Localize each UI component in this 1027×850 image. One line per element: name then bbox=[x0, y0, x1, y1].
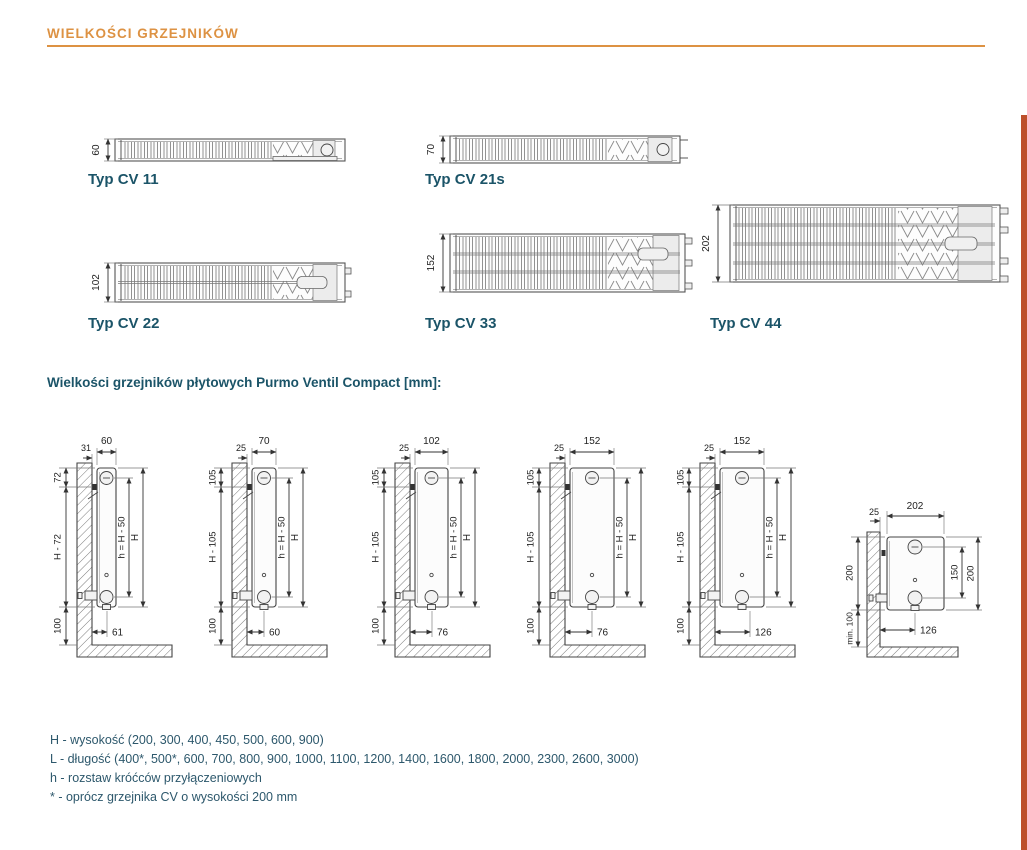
dim-offset: 25 bbox=[868, 507, 880, 517]
dim-bottom: 126 bbox=[755, 627, 772, 639]
side-diagram-cv22 bbox=[371, 436, 491, 657]
dim-middle: H - 105 bbox=[525, 531, 537, 563]
dim-middle: H - 105 bbox=[370, 531, 382, 563]
dim-conn: h = H - 50 bbox=[116, 516, 128, 559]
dim-upper: 105 bbox=[370, 469, 382, 486]
side-diagram-cv11 bbox=[53, 436, 173, 657]
dim-label: 202 bbox=[701, 235, 712, 252]
dim-conn: h = H - 50 bbox=[276, 516, 288, 559]
side-diagram-cv33 bbox=[526, 436, 647, 657]
type-label-cv33: Typ CV 33 bbox=[425, 315, 497, 332]
dim-offset: 25 bbox=[703, 443, 715, 453]
dim-width: 60 bbox=[100, 436, 113, 447]
dim-middle: H - 72 bbox=[52, 534, 64, 560]
dim-offset: 25 bbox=[553, 443, 565, 453]
dim-full: H bbox=[290, 533, 301, 542]
dim-conn: h = H - 50 bbox=[614, 516, 626, 559]
cross-section-cv22 bbox=[91, 263, 351, 302]
dim-upper: 105 bbox=[525, 469, 537, 486]
side-diagram-cv44 bbox=[676, 436, 797, 657]
dim-full: H bbox=[130, 533, 141, 542]
dim-bottom: 126 bbox=[920, 625, 937, 637]
cross-section-cv21s bbox=[426, 136, 688, 163]
dim-full: H bbox=[778, 533, 789, 542]
dim-bottom: 60 bbox=[269, 627, 281, 639]
type-label-cv44: Typ CV 44 bbox=[710, 315, 782, 332]
dim-width: 102 bbox=[423, 436, 440, 447]
legend-height: H - wysokość (200, 300, 400, 450, 500, 600, 900) bbox=[50, 733, 324, 747]
dim-left-upper: 200 bbox=[844, 565, 856, 581]
dim-lower: 100 bbox=[525, 618, 537, 634]
type-label-cv21s: Typ CV 21s bbox=[425, 171, 505, 188]
dim-width: 202 bbox=[906, 501, 924, 512]
dim-conn: h = H - 50 bbox=[764, 516, 776, 559]
dim-lower: 100 bbox=[52, 618, 64, 634]
section-heading: Wielkości grzejników płytowych Purmo Ventil Compact [mm]: bbox=[47, 375, 442, 390]
dim-full: H bbox=[628, 533, 639, 542]
side-diagram-cv21s bbox=[208, 436, 328, 657]
dim-bottom: 76 bbox=[437, 627, 449, 639]
dim-bottom: 76 bbox=[597, 627, 609, 639]
dim-left-lower: min. 100 bbox=[844, 612, 855, 645]
dim-bottom: 61 bbox=[112, 627, 124, 639]
dim-width: 152 bbox=[583, 436, 601, 447]
dim-offset: 25 bbox=[398, 443, 410, 453]
legend-spacing: h - rozstaw króćców przyłączeniowych bbox=[50, 771, 262, 785]
cross-section-cv11 bbox=[91, 139, 345, 161]
cross-section-cv44 bbox=[701, 205, 1008, 282]
dim-label: 60 bbox=[91, 144, 102, 156]
dim-lower: 100 bbox=[370, 618, 382, 634]
dim-middle: H - 105 bbox=[675, 531, 687, 563]
dim-upper: 105 bbox=[207, 469, 219, 486]
dim-middle: H - 105 bbox=[207, 531, 219, 563]
legend-length: L - długość (400*, 500*, 600, 700, 800, 900, 1000, 1100, 1200, 1400, 1600, 1800, 2000, 2300, 2600, 3000) bbox=[50, 752, 639, 766]
dim-right-outer: 200 bbox=[965, 565, 977, 582]
dim-upper: 72 bbox=[52, 472, 64, 483]
type-label-cv11: Typ CV 11 bbox=[88, 171, 159, 188]
dim-label: 70 bbox=[426, 143, 437, 156]
dim-upper: 105 bbox=[675, 469, 687, 486]
legend-footnote: * - oprócz grzejnika CV o wysokości 200 mm bbox=[50, 790, 298, 804]
dim-offset: 31 bbox=[80, 443, 92, 453]
dim-width: 152 bbox=[733, 436, 751, 447]
dim-label: 152 bbox=[426, 254, 437, 272]
page-title: WIELKOŚCI GRZEJNIKÓW bbox=[47, 26, 239, 41]
dim-label: 102 bbox=[91, 274, 102, 291]
dim-lower: 100 bbox=[675, 618, 687, 634]
dim-offset: 25 bbox=[235, 443, 247, 453]
dim-full: H bbox=[462, 533, 473, 542]
corner-detail-diagram bbox=[845, 501, 983, 657]
type-label-cv22: Typ CV 22 bbox=[88, 315, 160, 332]
dim-conn: h = H - 50 bbox=[448, 516, 460, 559]
dim-width: 70 bbox=[258, 436, 270, 447]
dim-right-inner: 150 bbox=[949, 564, 961, 581]
cross-section-cv33 bbox=[426, 234, 692, 292]
dim-lower: 100 bbox=[207, 618, 219, 634]
